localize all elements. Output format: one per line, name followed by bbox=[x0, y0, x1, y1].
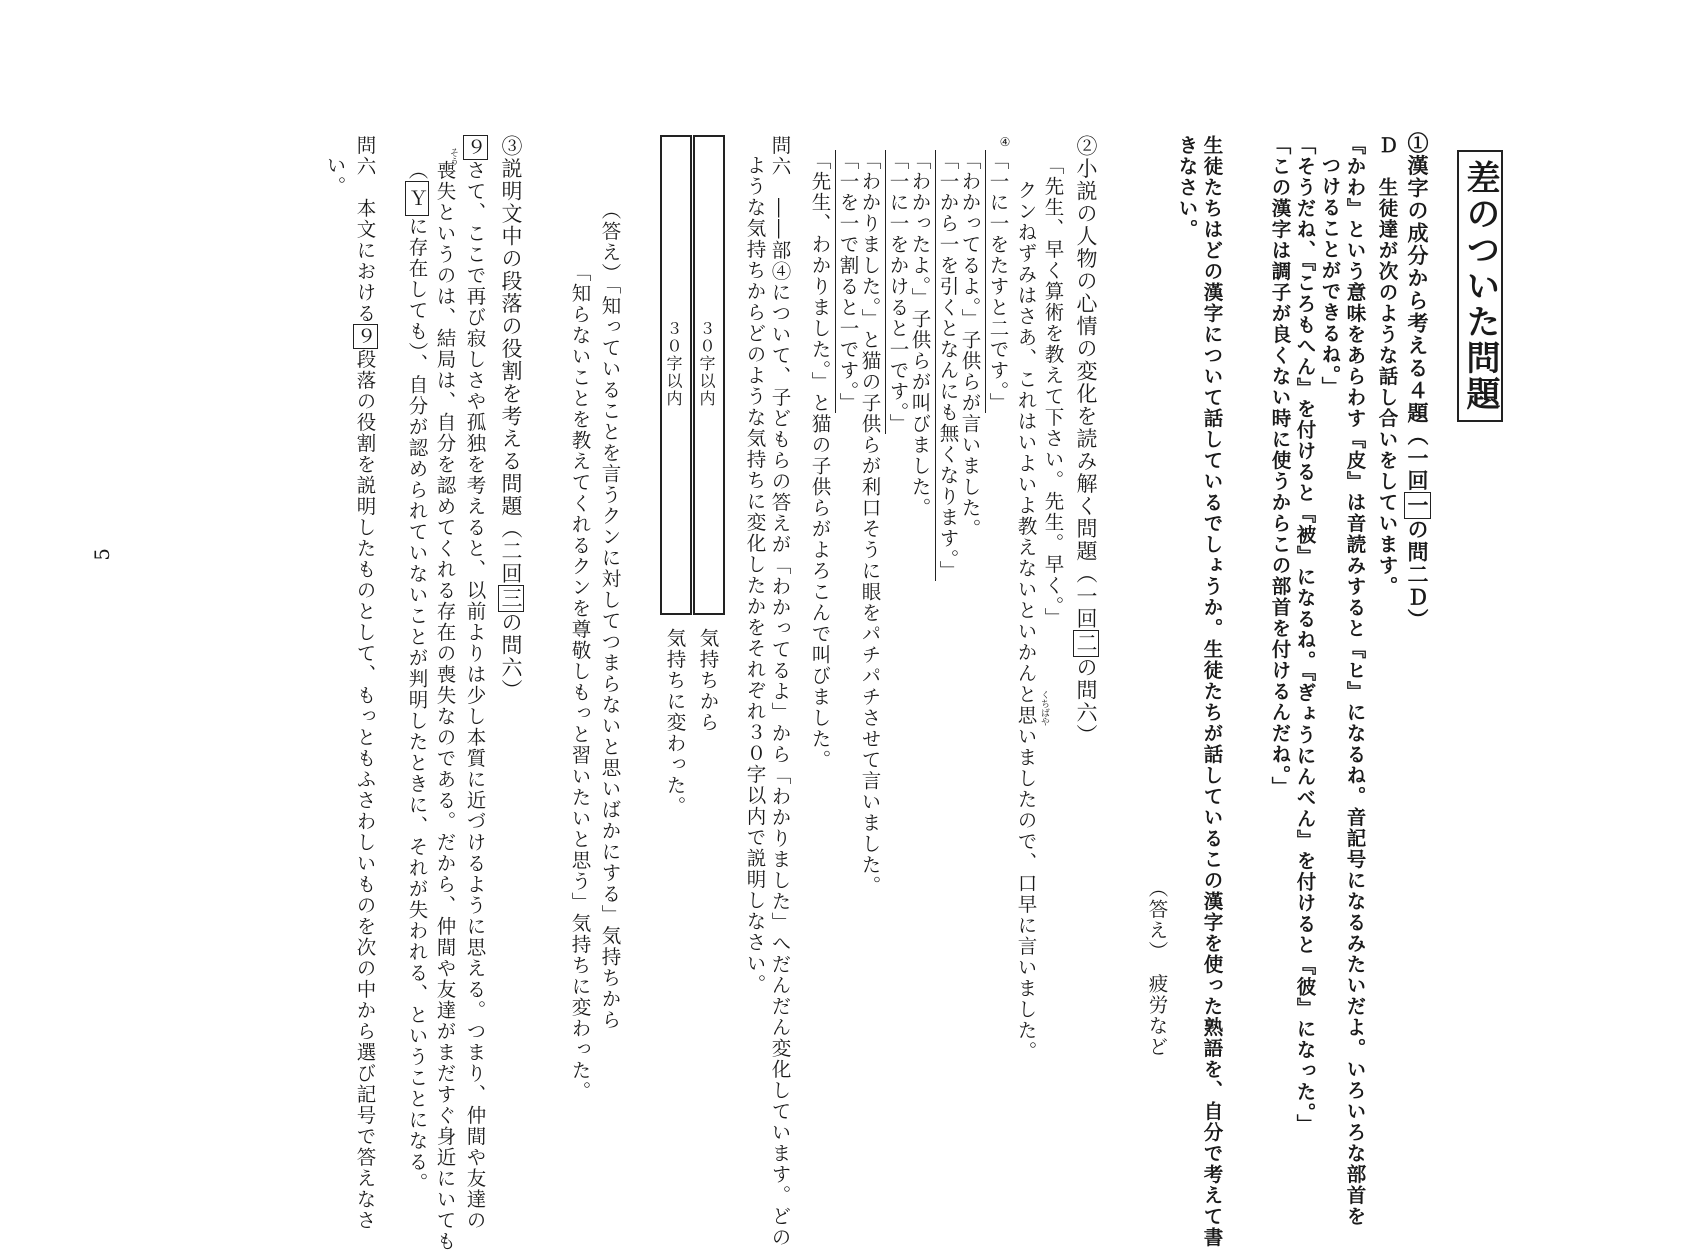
section2-line5: 「一から一を引くとなんにも無くなります。」 bbox=[936, 150, 960, 582]
section2-answer-line2: 「知らないことを教えてくれるクンを尊敬しもっと習いたいと思う」気持ちに変わった。 bbox=[568, 262, 592, 1102]
section2-line7: 「一に一をかけると一です。」 bbox=[886, 150, 910, 435]
section2-answer-line1: （答え）「知っていることを言うクンに対してつまらないと思いばかにする」気持ちから bbox=[598, 200, 622, 1031]
section3-question-line1: 問六 本文における９段落の役割を説明したものとして、もっともふさわしいものを次の中から選び記号で答えなさ bbox=[353, 135, 377, 1231]
section1-line4: 「この漢字は調子が良くない時に使うからこの部首を付けるんだね。」 bbox=[1268, 135, 1292, 798]
section2-line4: 「わかってるよ。」子供らが言いました。 bbox=[958, 150, 982, 540]
section1-line3: 「そうだね、『ころもへん』を付けると『被』になるね。『ぎょうにんべん』を付けると『彼』になった。」 bbox=[1293, 135, 1317, 1135]
section3-para1: ９さて、ここで再び寂しさや孤独を考えると、以前よりは少し本質に近づけるように思える。つまり、仲間や友達の bbox=[463, 137, 487, 1231]
section1-label: Ｄ 生徒達が次のような話し合いをしています。 bbox=[1375, 135, 1399, 597]
ruby-kuchibaya: くちばや bbox=[1039, 690, 1049, 726]
section2-line1: 「先生、早く算術を教えて下さい。先生。早く。」 bbox=[1041, 155, 1065, 629]
section2-line10: 「先生、わかりました。」と猫の子供らがよろこんで叫びました。 bbox=[808, 150, 832, 771]
section2-question-line2: ような気持ちからどのような気持ちに変化したかをそれぞれ３０字以内で説明しなさい。 bbox=[743, 155, 767, 995]
section2-line8: 「わかりました。」と猫の子供らが利口そうに眼をパチパチさせて言いました。 bbox=[858, 150, 882, 897]
section1-line1: 『かわ』という意味をあらわす『皮』は音読みすると『ヒ』になるね。音記号になるみたいだよ。いろいろな部首を bbox=[1343, 135, 1367, 1227]
section2-line6: 「わかったよ。」子供らが叫びました。 bbox=[908, 150, 932, 519]
section2-line9: 「一を一で割ると一です。」 bbox=[836, 150, 860, 414]
answer-box-1-tail: 気持ちから bbox=[696, 628, 720, 733]
section3-para2: 喪失というのは、結局は、自分を認めてくれる存在の喪失なのである。だから、仲間や友達がまだすぐ身近にいても bbox=[433, 160, 457, 1252]
section3-question-line2: い。 bbox=[323, 155, 347, 197]
section2-line2: クンねずみはさあ、これはいよいよ教えないといかんと思いましたので、口早に言いました。 bbox=[1014, 180, 1038, 1062]
section3-heading: ③説明文中の段落の役割を考える問題（二回三の問六） bbox=[499, 135, 523, 702]
section1-question-line2: きなさい。 bbox=[1175, 135, 1199, 240]
section2-line3: 「一に一をたすと二です。」 bbox=[986, 150, 1010, 414]
blank-y[interactable]: Ｙ bbox=[405, 181, 429, 216]
section1-question-line1: 生徒たちはどの漢字について話しているでしょうか。生徒たちが話しているこの漢字を使った熟語を、自分で考えて書 bbox=[1200, 135, 1224, 1248]
section2-heading: ②小説の人物の心情の変化を読み解く問題（一回二の問六） bbox=[1074, 135, 1098, 747]
section1-line2: つけることができるね。」 bbox=[1318, 155, 1342, 398]
answer-box-1-label: ３０字以内 bbox=[697, 320, 716, 408]
answer-box-2-tail: 気持ちに変わった。 bbox=[663, 628, 687, 817]
section1-answer: （答え） 疲労など bbox=[1145, 878, 1169, 1058]
section1-heading: ①漢字の成分から考える４題（一回一の問二Ｄ） bbox=[1405, 132, 1430, 631]
answer-box-2-label: ３０字以内 bbox=[664, 320, 683, 408]
page-title: 差のついた問題 bbox=[1457, 150, 1503, 422]
section3-para3: （Ｙに存在しても）、自分が認められていないことが判明したときに、それが失われる、ということになる。 bbox=[405, 160, 429, 1194]
section2-question-line1: 問六 ――部④について、子どもらの答えが「わかってるよ」から「わかりました」へだんだん変化しています。どの bbox=[768, 135, 792, 1248]
page-number: 5 bbox=[90, 548, 114, 561]
paragraph-number: ９ bbox=[463, 137, 487, 158]
ruby-sou: そう bbox=[448, 148, 458, 166]
marker-4: ④ bbox=[998, 135, 1012, 149]
